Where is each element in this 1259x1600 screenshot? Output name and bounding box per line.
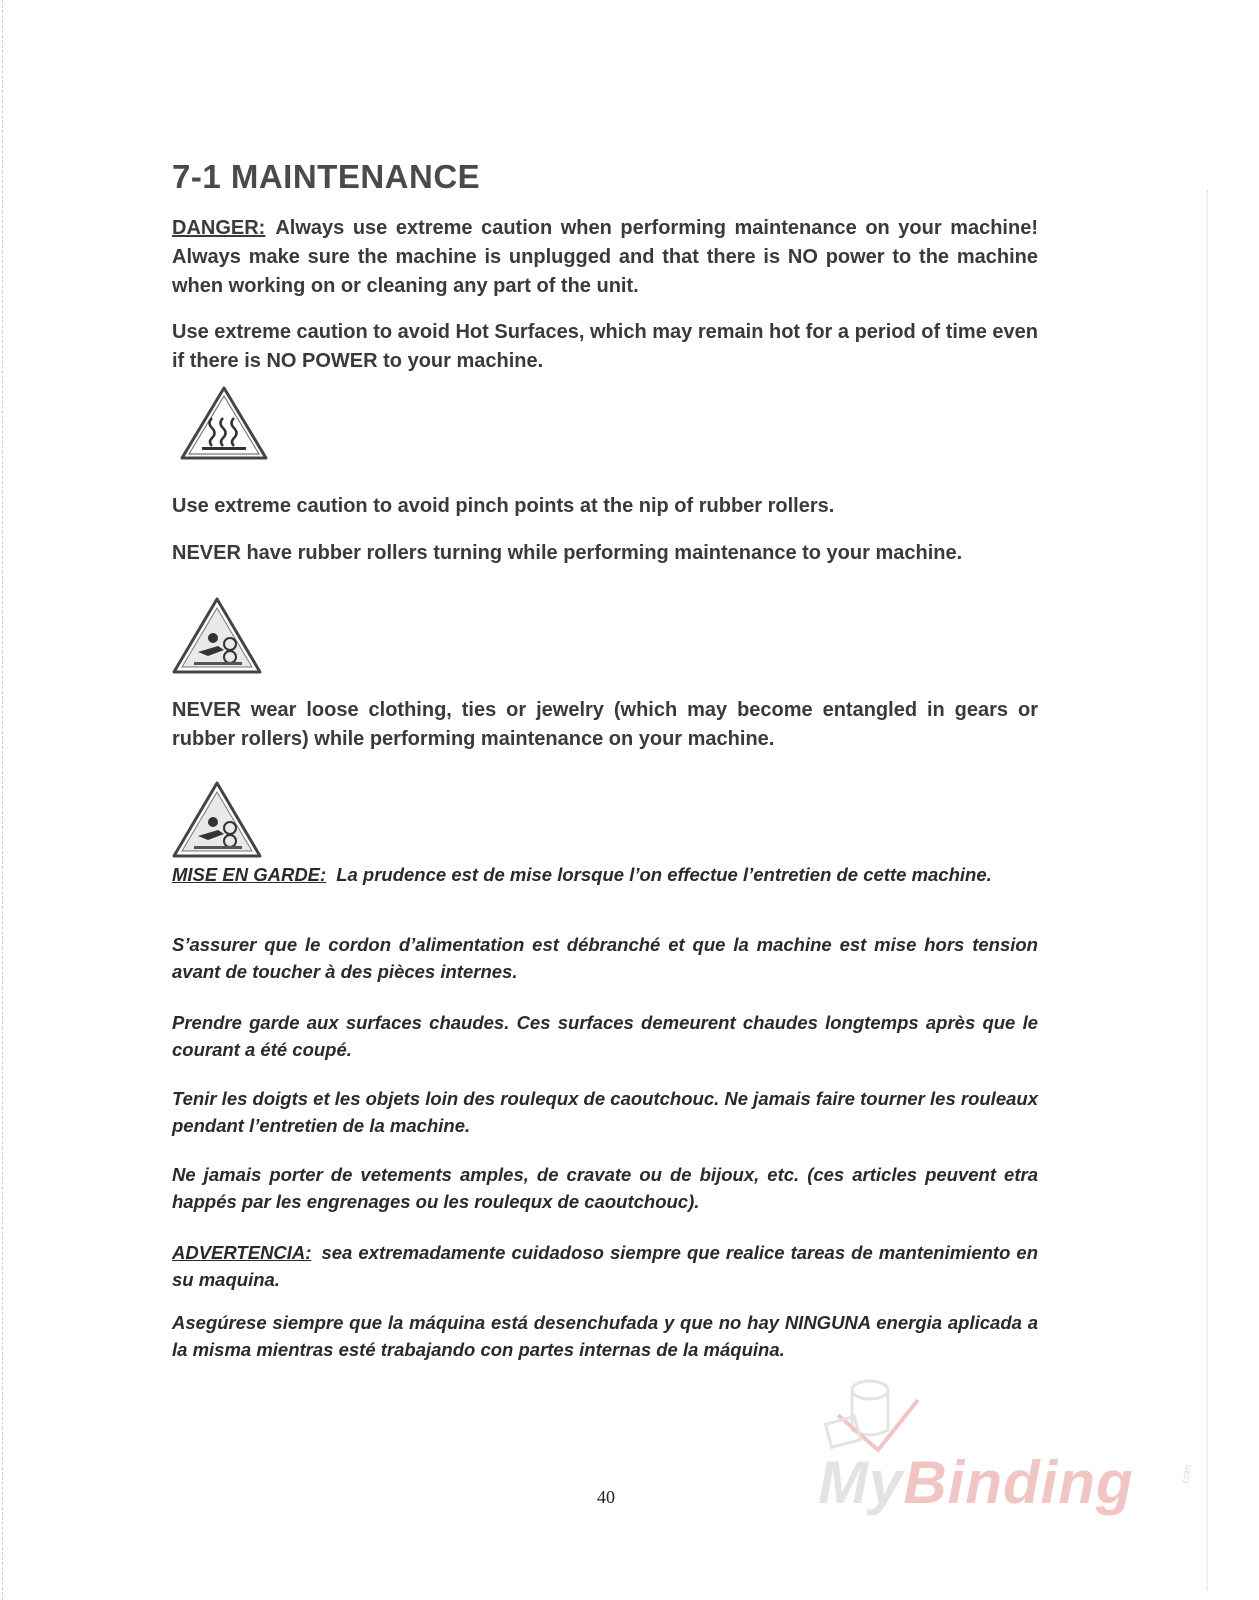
french-rollers-paragraph: Tenir les doigts et les objets loin des roulequx de caoutchouc. Ne jamais faire tourner les rouleaux pendant l’entretien de la machine. [172, 1088, 1038, 1136]
danger-paragraph [172, 214, 1038, 301]
spanish-warning-label: ADVERTENCIA: [172, 1242, 312, 1263]
french-clothing-paragraph: Ne jamais porter de vetements amples, de cravate ou de bijoux, etc. (ces articles peuvent etra happés par les engrenages ou les roulequx de caoutchouc). [172, 1164, 1038, 1212]
danger-label: DANGER: [172, 217, 266, 239]
spanish-unplug-paragraph: Asegúrese siempre que la máquina está desenchufada y que no hay NINGUNA energia aplicada a la misma mientras esté trabajando con partes internas de la máquina. [172, 1312, 1038, 1360]
french-unplug-paragraph: S’assurer que le cordon d’alimentation est débranché et que la machine est mise hors tension avant de toucher à des pièces internes. [172, 934, 1038, 982]
french-warning-paragraph [172, 861, 1038, 888]
pinch-points-paragraph: Use extreme caution to avoid pinch points at the nip of rubber rollers. [172, 495, 835, 517]
spanish-warning-paragraph [172, 1239, 1038, 1293]
french-warning-label: MISE EN GARDE: [172, 864, 327, 885]
french-hot-paragraph: Prendre garde aux surfaces chaudes. Ces surfaces demeurent chaudes longtemps après que le courant a été coupé. [172, 1012, 1038, 1060]
french-warning-text: La prudence est de mise lorsque l’on effectue l’entretien de cette machine. [336, 864, 992, 885]
watermark-my: My [818, 1449, 904, 1516]
rollers-turning-paragraph: NEVER have rubber rollers turning while performing maintenance to your machine. [172, 542, 963, 564]
page-number: 40 [597, 1487, 615, 1507]
section-heading: 7-1 MAINTENANCE [172, 158, 481, 195]
scan-edge-right [1207, 190, 1209, 1590]
scan-edge-left [2, 0, 4, 1600]
hand-crush-roller-warning-icon [170, 596, 264, 676]
watermark-text [818, 1448, 1134, 1517]
danger-text: Always use extreme caution when performing maintenance on your machine! Always make sure the machine is unplugged and that there is NO power to the machine when working on or cleaning any part of the unit. [172, 217, 1038, 297]
mybinding-logo-icon [818, 1370, 938, 1460]
hot-surfaces-paragraph: Use extreme caution to avoid Hot Surfaces, which may remain hot for a period of time even if there is NO POWER to your machine. [172, 321, 1038, 372]
mybinding-watermark [818, 1370, 1198, 1520]
watermark-com: .com [1179, 1463, 1195, 1488]
watermark-binding: Binding [903, 1449, 1134, 1516]
hand-crush-roller-warning-icon [170, 780, 264, 860]
spanish-warning-text: sea extremadamente cuidadoso siempre que realice tareas de mantenimiento en su maquina. [172, 1242, 1038, 1290]
loose-clothing-paragraph: NEVER wear loose clothing, ties or jewelry (which may become entangled in gears or rubber rollers) while performing maintenance on your machine. [172, 699, 1038, 750]
hot-surface-warning-icon [178, 384, 270, 464]
